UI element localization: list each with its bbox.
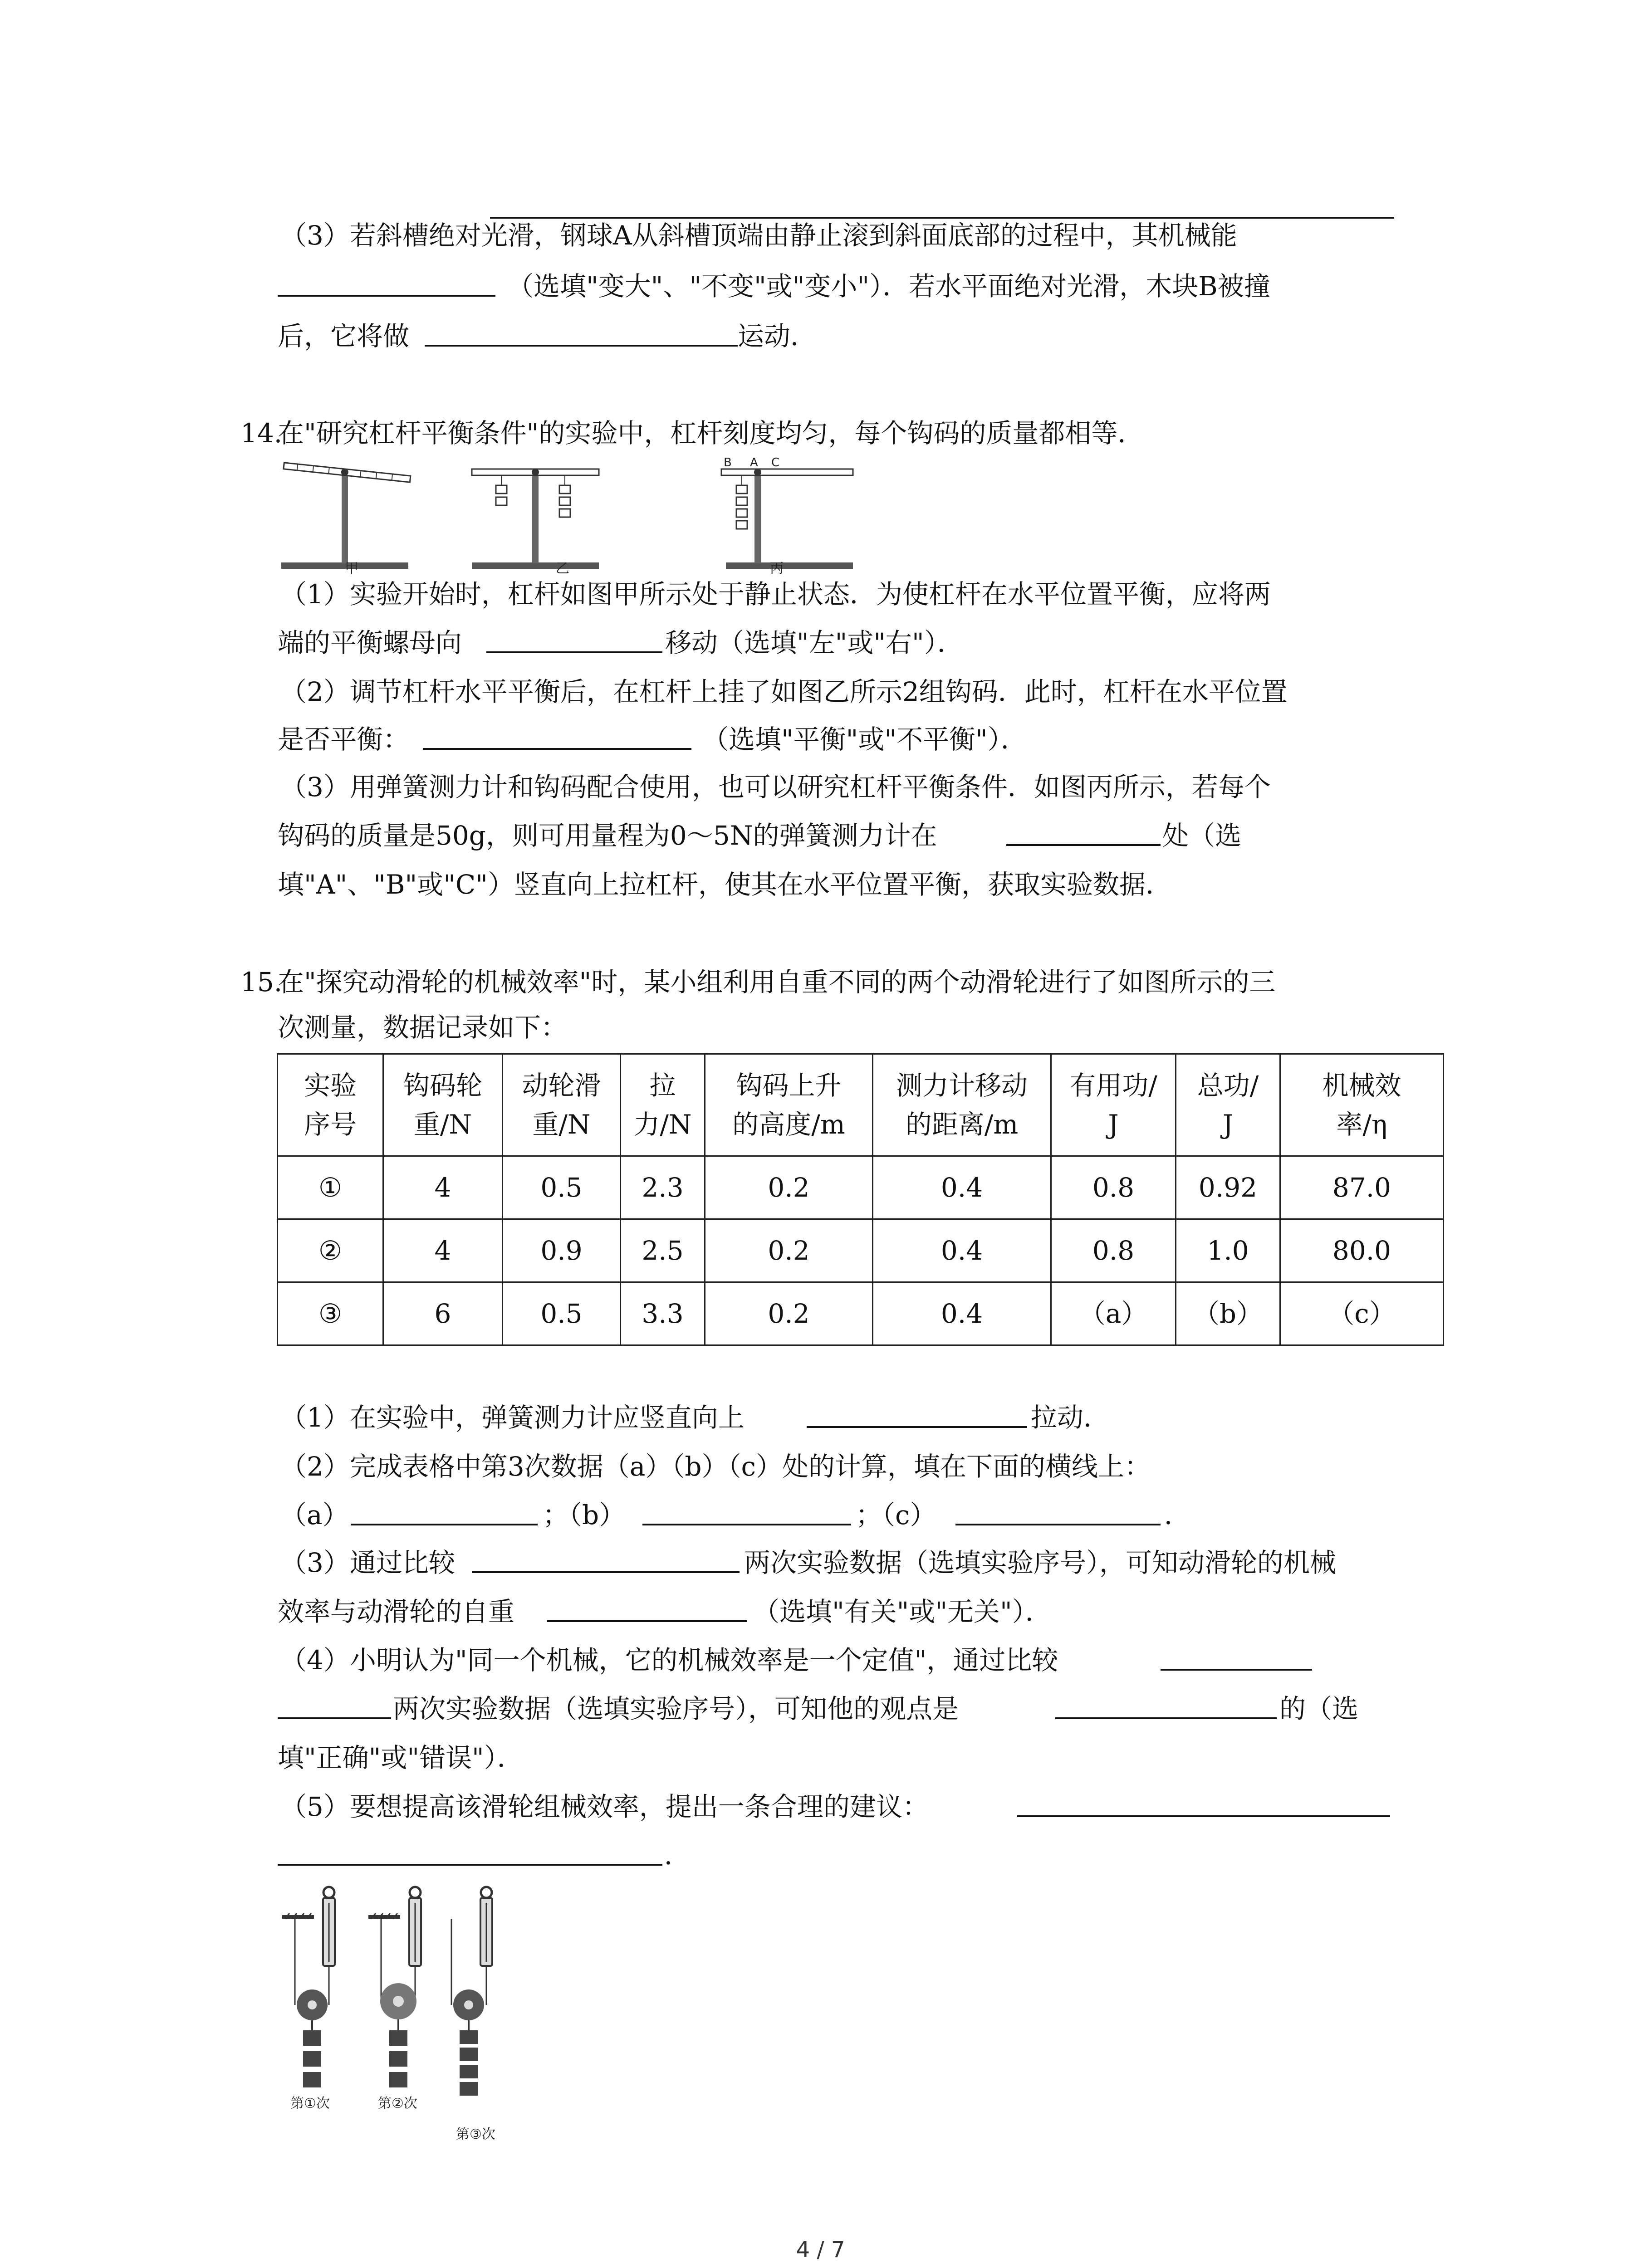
q15-stem-text1: 在"探究动滑轮的机械效率"时，某小组利用自重不同的两个动滑轮进行了如图所示的三 [278, 967, 1276, 997]
table-row [278, 1282, 1444, 1345]
q13-p3-text3b: 运动． [738, 321, 817, 352]
pulley-figures [277, 1882, 531, 2109]
q14-p3-text2b: 处（选 [1162, 820, 1242, 851]
question-number: 15. [240, 967, 283, 997]
question-number: 14. [240, 418, 283, 449]
q15-p2-text: （2）完成表格中第3次数据（a）（b）（c）处的计算，填在下面的横线上： [280, 1451, 1151, 1482]
table-cell: 6 [383, 1282, 503, 1345]
figure-label-jia: 甲 [345, 561, 358, 577]
q15-p5-end: ． [664, 1840, 691, 1871]
q15-p3-text1b: 两次实验数据（选填实验序号），可知动滑轮的机械 [744, 1547, 1337, 1578]
table-cell: （c） [1280, 1282, 1444, 1345]
table-header-cell: 拉 力/N [621, 1054, 705, 1156]
q14-p1-text2b: 移动（选填"左"或"右"）． [665, 627, 964, 658]
table-row [278, 1219, 1444, 1282]
table-cell: ② [278, 1219, 383, 1282]
table-cell: 0.2 [705, 1156, 873, 1219]
answer-blank[interactable] [1006, 816, 1161, 846]
table-header-cell: 实验 序号 [278, 1054, 383, 1156]
answer-blank-c[interactable] [955, 1496, 1161, 1525]
q15-stem-line1 [0, 962, 1641, 1002]
q15-p2-label-c: ；（c） [856, 1500, 936, 1530]
table-cell: 0.2 [705, 1219, 873, 1282]
table-cell: 0.5 [503, 1282, 621, 1345]
q14-p3-text3: 填"A"、"B"或"C"）竖直向上拉杠杆，使其在水平位置平衡，获取实验数据． [278, 869, 1172, 900]
q14-p1-line2 [0, 622, 1641, 663]
answer-blank[interactable] [807, 1398, 1027, 1428]
table-header-cell: 总功/ J [1176, 1054, 1280, 1156]
figure-label-yi: 乙 [556, 561, 569, 577]
table-cell: 0.4 [873, 1219, 1051, 1282]
q15-p4-line2 [0, 1688, 1641, 1729]
table-cell: 4 [383, 1156, 503, 1219]
answer-blank-a[interactable] [351, 1496, 538, 1525]
q15-p4-text1: （4）小明认为"同一个机械，它的机械效率是一个定值"，通过比较 [280, 1645, 1058, 1676]
q14-p2-line2 [0, 719, 1641, 760]
table-cell: 0.4 [873, 1282, 1051, 1345]
answer-blank[interactable] [423, 720, 691, 750]
q14-p3-line2 [0, 815, 1641, 856]
q15-p5-text: （5）要想提高该滑轮组械效率，提出一条合理的建议： [280, 1791, 929, 1822]
table-cell: 0.8 [1051, 1219, 1176, 1282]
q15-p3-line2 [0, 1591, 1641, 1632]
lever-figure-yi [472, 469, 599, 569]
q13-p3-line3 [0, 316, 1641, 357]
q14-p3-text2a: 钩码的质量是50g，则可用量程为0～5N的弹簧测力计在 [278, 820, 937, 851]
q15-p4-text2a: 两次实验数据（选填实验序号），可知他的观点是 [393, 1693, 959, 1724]
table-cell: 80.0 [1280, 1219, 1444, 1282]
answer-blank[interactable] [486, 623, 662, 653]
figure-caption-2: 第②次 [378, 2096, 417, 2112]
q15-p1-text-a: （1）在实验中，弹簧测力计应竖直向上 [280, 1402, 745, 1433]
table-cell: 3.3 [621, 1282, 705, 1345]
answer-blank[interactable] [278, 1689, 391, 1719]
table-header-cell: 钩码轮 重/N [383, 1054, 503, 1156]
q15-p2-line [0, 1446, 1641, 1487]
table-header-cell: 有用功/ J [1051, 1054, 1176, 1156]
answer-blank[interactable] [547, 1592, 747, 1622]
q15-p4-line1 [0, 1640, 1641, 1681]
table-cell: 0.5 [503, 1156, 621, 1219]
table-cell: 4 [383, 1219, 503, 1282]
q14-p3-line3 [0, 864, 1641, 905]
q13-p3-line1 [0, 215, 1641, 256]
q14-p1-line1 [0, 574, 1641, 615]
point-label-c: C [771, 456, 780, 469]
table-cell: ① [278, 1156, 383, 1219]
answer-blank[interactable] [1055, 1689, 1277, 1719]
answer-blank[interactable] [1017, 1787, 1390, 1817]
q14-p3-line1 [0, 767, 1641, 807]
q14-p2-text1: （2）调节杠杆水平平衡后，在杠杆上挂了如图乙所示2组钩码．此时，杠杆在水平位置 [280, 676, 1288, 707]
q15-p1-line [0, 1397, 1641, 1438]
lever-figure-jia [281, 462, 411, 569]
q15-p2-label-b: ；（b） [543, 1500, 626, 1530]
q14-p1-text2a: 端的平衡螺母向 [278, 627, 462, 658]
q14-p3-text1: （3）用弹簧测力计和钩码配合使用，也可以研究杠杆平衡条件．如图丙所示，若每个 [280, 772, 1271, 802]
lever-figure-bing [721, 456, 853, 569]
table-header-cell: 动轮滑 重/N [503, 1054, 621, 1156]
answer-blank-b[interactable] [642, 1496, 851, 1525]
point-label-b: B [724, 456, 732, 469]
q15-p3-line1 [0, 1542, 1641, 1583]
table-header-cell: 钩码上升 的高度/m [705, 1054, 873, 1156]
table-cell: 0.8 [1051, 1156, 1176, 1219]
q14-stem-line [0, 413, 1641, 454]
q14-stem: 在"研究杠杆平衡条件"的实验中，杠杆刻度均匀，每个钩码的质量都相等． [278, 418, 1144, 449]
q15-stem-line2 [0, 1007, 1641, 1048]
q15-p1-text-b: 拉动． [1031, 1402, 1110, 1433]
table-cell: 87.0 [1280, 1156, 1444, 1219]
table-cell: 0.2 [705, 1282, 873, 1345]
table-cell: ③ [278, 1282, 383, 1345]
q15-p3-text1a: （3）通过比较 [280, 1547, 455, 1578]
q13-p3-text2: （选填"变大"、"不变"或"变小"）．若水平面绝对光滑，木块B被撞 [507, 271, 1270, 302]
q15-p2-label-a: （a） [280, 1500, 349, 1530]
table-cell: 0.9 [503, 1219, 621, 1282]
figure-caption-3: 第③次 [456, 2126, 495, 2142]
page-number: 4 / 7 [796, 2237, 845, 2263]
q15-p4-text2b: 的（选 [1279, 1693, 1359, 1724]
q14-p2-line1 [0, 671, 1641, 712]
table-cell: 0.4 [873, 1156, 1051, 1219]
table-cell: 2.5 [621, 1219, 705, 1282]
answer-blank[interactable] [1161, 1641, 1312, 1671]
table-cell: 2.3 [621, 1156, 705, 1219]
answer-blank[interactable] [278, 1836, 662, 1866]
q15-p2-answers-line [0, 1495, 1641, 1535]
table-cell: 1.0 [1176, 1219, 1280, 1282]
point-label-a: A [750, 456, 758, 469]
q15-p5-line1 [0, 1786, 1641, 1827]
data-table [277, 1053, 1444, 1346]
q13-p3-text1: （3）若斜槽绝对光滑，钢球A从斜槽顶端由静止滚到斜面底部的过程中，其机械能 [280, 220, 1237, 251]
pulley-figure-2 [368, 1887, 421, 2087]
q15-stem-text2: 次测量，数据记录如下： [278, 1012, 568, 1043]
pulley-figure-1 [282, 1887, 335, 2087]
q15-p3-text2a: 效率与动滑轮的自重 [278, 1596, 515, 1627]
table-header-cell: 测力计移动 的距离/m [873, 1054, 1051, 1156]
table-cell: （a） [1051, 1282, 1176, 1345]
table-cell: 0.92 [1176, 1156, 1280, 1219]
table-row [278, 1156, 1444, 1219]
answer-blank[interactable] [472, 1543, 740, 1573]
q15-p4-line3 [0, 1737, 1641, 1778]
q13-p3-text3a: 后，它将做 [278, 321, 410, 352]
q15-p4-text3: 填"正确"或"错误"）． [278, 1742, 524, 1773]
figure-caption-1: 第①次 [290, 2096, 330, 2112]
answer-blank[interactable] [425, 317, 738, 347]
q14-p2-text2a: 是否平衡： [278, 724, 410, 755]
answer-blank[interactable] [278, 267, 495, 297]
table-header-cell: 机械效 率/η [1280, 1054, 1444, 1156]
q14-p1-text1: （1）实验开始时，杠杆如图甲所示处于静止状态．为使杠杆在水平位置平衡，应将两 [280, 579, 1271, 610]
pulley-figure-3 [451, 1887, 492, 2096]
q14-p2-text2b: （选填"平衡"或"不平衡"）． [702, 724, 1027, 755]
figure-label-bing: 丙 [770, 561, 784, 577]
q13-p3-line2 [0, 266, 1641, 307]
q15-p3-text2b: （选填"有关"或"无关"）． [753, 1596, 1052, 1627]
q15-p2-end: ． [1164, 1500, 1191, 1530]
q15-p5-line2 [0, 1835, 1641, 1876]
table-header-row [278, 1054, 1444, 1156]
table-cell: （b） [1176, 1282, 1280, 1345]
